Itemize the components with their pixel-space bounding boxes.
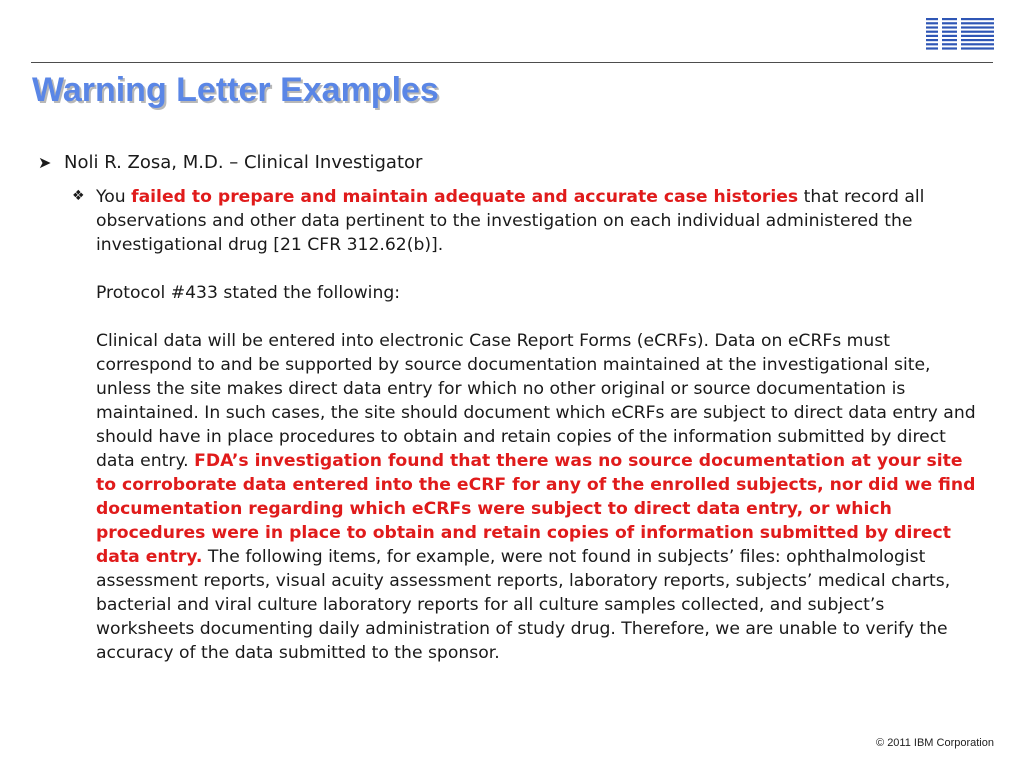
finding-emphasis: failed to prepare and maintain adequate and accurate case histories	[131, 187, 799, 207]
paragraph-details	[96, 329, 987, 665]
paragraph-protocol: Protocol #433 stated the following:	[96, 283, 401, 303]
details-rest: The following items, for example, were not found in subjects’ files: ophthalmologist assessment reports, visual acuity assessment reports, laboratory reports, subjects’ medical charts, bacterial and viral culture laboratory reports for all culture samples collected, and subject’s worksheets documenting daily administration of study drug. Therefore, we are unable to verify the accuracy of the data submitted to the sponsor.	[96, 547, 951, 663]
diamond-bullet-icon: ❖	[72, 188, 85, 204]
ibm-logo	[924, 18, 994, 52]
sub-bullet	[72, 185, 987, 689]
bullet-investigator	[38, 150, 988, 176]
finding-rest: that record all observations and other data pertinent to the investigation on each individual administered the investigational drug [21 CFR 312.62(b)].	[96, 187, 925, 255]
details-lead: Clinical data will be entered into electronic Case Report Forms (eCRFs). Data on eCRFs must correspond to and be supported by source documentation maintained at the investigational site, unless the site makes direct data entry for which no other original or source documentation is maintained. In such cases, the site should document which eCRFs are subject to direct data entry and should have in place procedures to obtain and retain copies of the information submitted by direct data entry.	[96, 331, 976, 471]
slide-title: Warning Letter Examples	[32, 71, 439, 109]
finding-lead: You	[96, 187, 132, 207]
investigator-name: Noli R. Zosa, M.D. – Clinical Investigator	[64, 152, 423, 173]
paragraph-finding	[96, 185, 987, 257]
header-divider	[31, 62, 993, 63]
details-emphasis: FDA’s investigation found that there was no source documentation at your site to corroborate data entered into the eCRF for any of the enrolled subjects, nor did we find documentation regarding which eCRFs were subject to direct data entry, or which procedures were in place to obtain and retain copies of information submitted by direct data entry.	[96, 451, 976, 567]
copyright-footer: © 2011 IBM Corporation	[876, 737, 994, 749]
arrow-right-icon: ➤	[38, 153, 52, 172]
sub-bullet-body	[96, 185, 987, 665]
